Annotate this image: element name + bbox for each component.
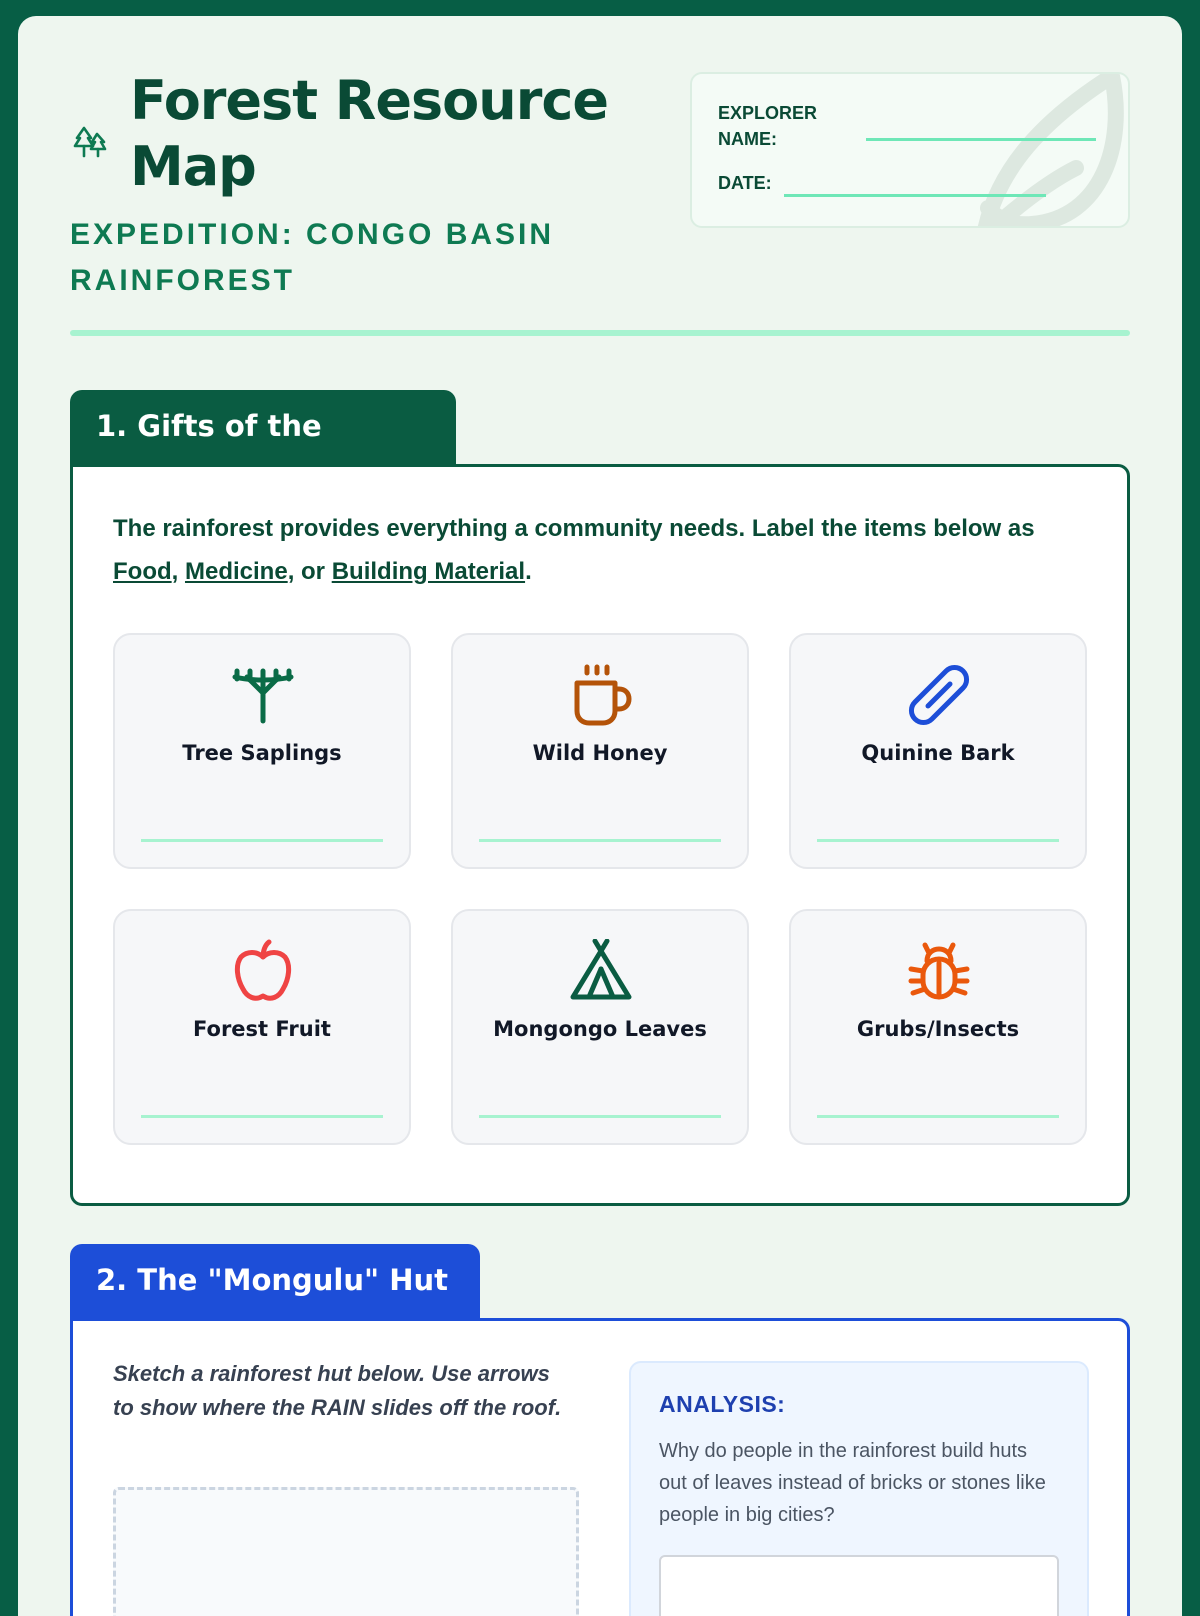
worksheet-page [18, 16, 1182, 1616]
resource-answer-line[interactable] [817, 839, 1059, 842]
resource-answer-line[interactable] [141, 1115, 383, 1118]
resource-card [113, 909, 411, 1145]
explorer-info-box [690, 72, 1130, 228]
date-field[interactable] [784, 194, 1046, 197]
trees-icon [70, 122, 110, 162]
apple-icon [231, 939, 295, 1003]
section1-panel [70, 464, 1130, 1206]
header-divider [70, 330, 1130, 336]
sapling-icon [231, 663, 295, 727]
resource-answer-line[interactable] [479, 839, 721, 842]
resource-label: Grubs/Insects [856, 1017, 1020, 1041]
building-material-option: Building Material [331, 558, 526, 585]
resource-answer-line[interactable] [479, 1115, 721, 1118]
page-title: Forest Resource Map [130, 69, 608, 198]
section2-panel [70, 1318, 1130, 1616]
expedition-subtitle: EXPEDITION: CONGO BASIN RAINFOREST [70, 218, 555, 297]
pill-icon [907, 663, 971, 727]
section2-heading: 2. The "Mongulu" Hut [70, 1244, 480, 1320]
sketch-area[interactable] [113, 1487, 579, 1616]
resource-card [451, 633, 749, 869]
analysis-box [629, 1361, 1089, 1616]
section1-heading: 1. Gifts of the [70, 390, 456, 466]
explorer-name-field[interactable] [866, 138, 1096, 141]
resource-answer-line[interactable] [817, 1115, 1059, 1118]
leaf-icon [936, 72, 1130, 228]
date-label: DATE: [718, 173, 772, 193]
section1-instructions: The rainforest provides everything a community needs. Label the items below as Food, Medicine, or Building Material. [113, 515, 1035, 585]
explorer-name-label: EXPLORER NAME: [718, 103, 818, 149]
resource-label: Forest Fruit [193, 1017, 331, 1041]
food-option: Food [113, 558, 172, 585]
tent-icon [569, 939, 633, 1003]
mug-icon [569, 663, 633, 727]
resource-label: Wild Honey [532, 741, 668, 765]
resource-card [113, 633, 411, 869]
analysis-answer-field[interactable] [659, 1555, 1059, 1616]
resource-card [451, 909, 749, 1145]
resource-card [789, 909, 1087, 1145]
analysis-title: ANALYSIS: [659, 1391, 786, 1417]
bug-icon [907, 939, 971, 1003]
analysis-question: Why do people in the rainforest build huts out of leaves instead of bricks or stones like people in big cities? [659, 1440, 1046, 1526]
resource-answer-line[interactable] [141, 839, 383, 842]
medicine-option: Medicine [184, 558, 288, 585]
resource-label: Tree Saplings [182, 741, 342, 765]
resource-card [789, 633, 1087, 869]
resource-label: Quinine Bark [861, 741, 1015, 765]
resource-label: Mongongo Leaves [493, 1017, 707, 1041]
title-row [70, 68, 630, 200]
sketch-instructions: Sketch a rainforest hut below. Use arrows to show where the RAIN slides off the roof. [113, 1361, 562, 1420]
